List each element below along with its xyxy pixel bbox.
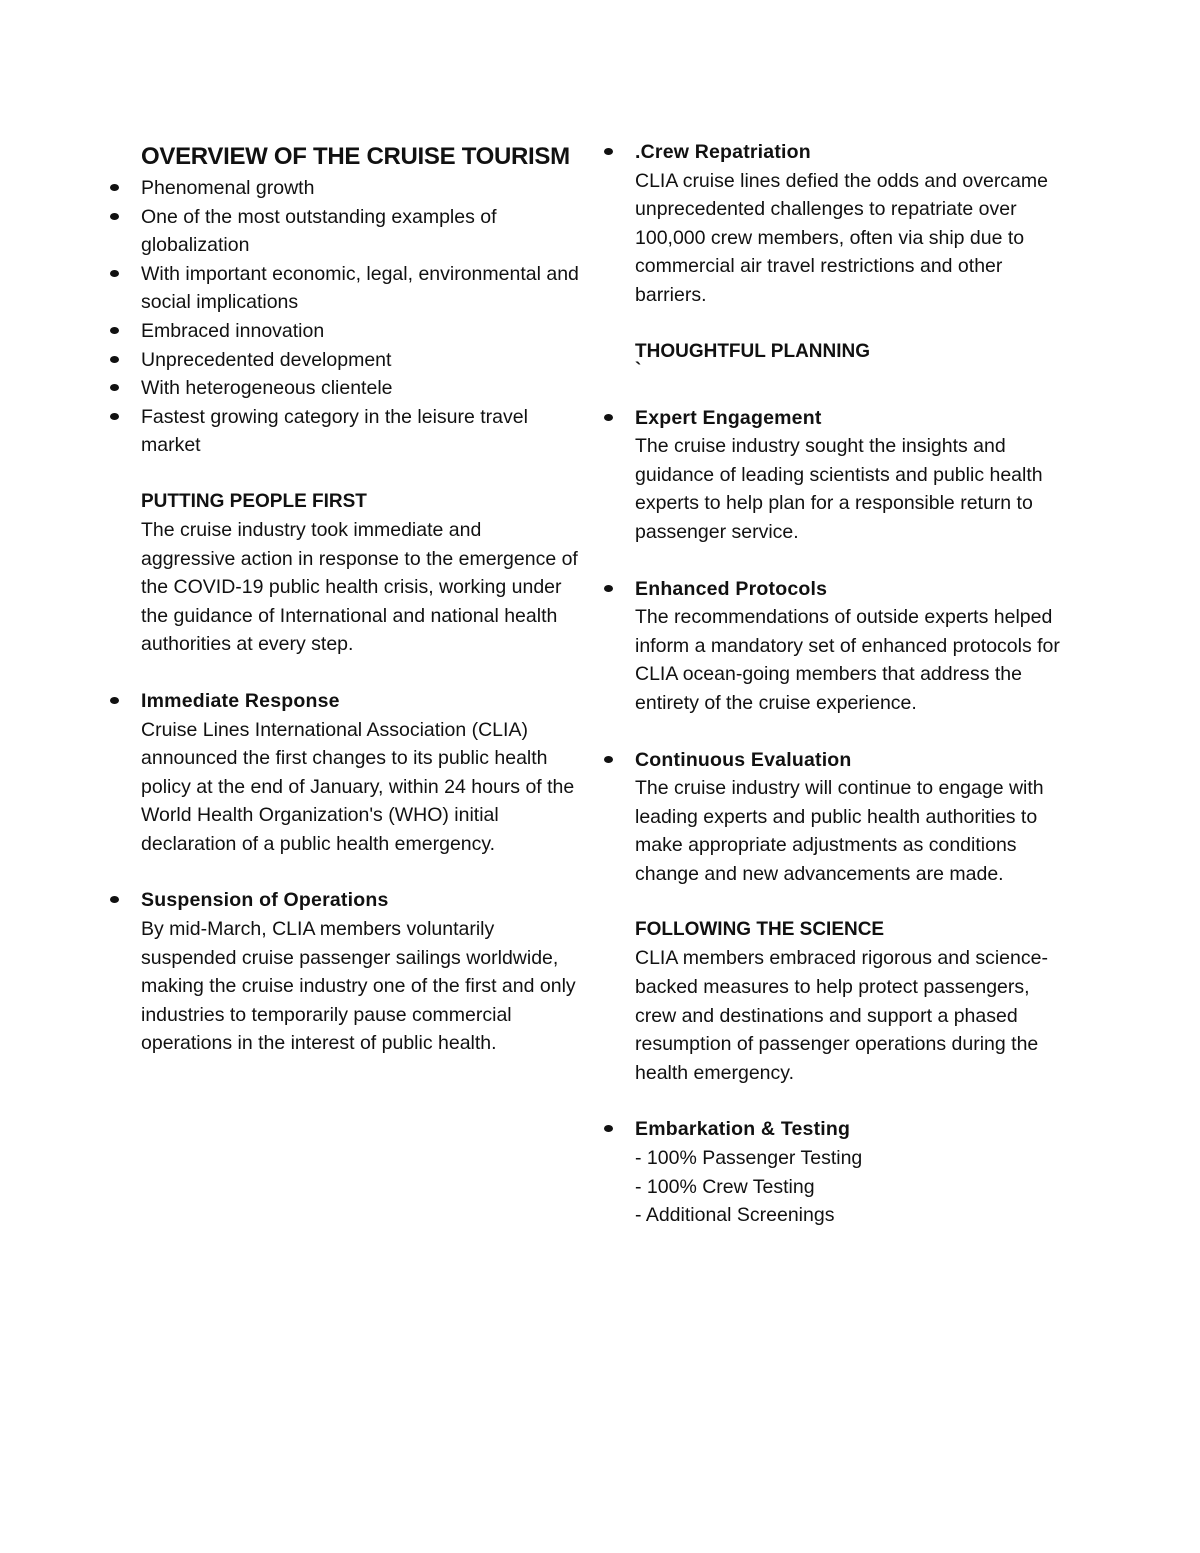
item-line: - 100% Crew Testing [635, 1175, 815, 1198]
right-column [635, 138, 1075, 1230]
list-item: Embraced innovation [71, 317, 581, 346]
list-item-crew-repatriation [565, 138, 1075, 310]
item-line: - 100% Passenger Testing [635, 1147, 863, 1170]
section-heading-following-the-science: FOLLOWING THE SCIENCE [635, 919, 885, 941]
list-item: Unprecedented development [71, 346, 581, 375]
spacer [565, 718, 1075, 746]
overview-list [71, 174, 581, 460]
left-column [141, 140, 581, 1058]
item-body: The cruise industry sought the insights and guidance of leading scientists and public health experts to help plan for a responsible return to passenger service. [635, 435, 1043, 543]
crew-list [565, 138, 1075, 310]
science-intro: CLIA members embraced rigorous and science-backed measures to help protect passengers, crew and destinations and support a phased resumption of passenger operations during the health emergency. [635, 947, 1048, 1084]
list-item-suspension-of-operations [71, 886, 581, 1058]
item-body: The recommendations of outside experts helped inform a mandatory set of enhanced protocols for CLIA ocean-going members that address the entirety of the cruise experience. [635, 606, 1060, 714]
spacer [565, 547, 1075, 575]
item-body: The cruise industry will continue to engage with leading experts and public health authorities to make appropriate adjustments as conditions change and new advancements are made. [635, 777, 1044, 885]
list-item-immediate-response [71, 687, 581, 859]
people-first-list [71, 687, 581, 1058]
list-item: Phenomenal growth [71, 174, 581, 203]
planning-list [565, 404, 1075, 889]
section-heading-thoughtful-planning: THOUGHTFUL PLANNING [635, 340, 871, 362]
list-item-embarkation-testing [565, 1115, 1075, 1229]
spacer [71, 858, 581, 886]
item-body: CLIA cruise lines defied the odds and overcame unprecedented challenges to repatriate over 100,000 crew members, often via ship due to commercial air travel restrictions and other barriers. [635, 169, 1048, 306]
item-line: - Additional Screenings [635, 1204, 835, 1227]
list-item: Fastest growing category in the leisure travel market [71, 403, 581, 460]
list-item: With important economic, legal, environmental and social implications [71, 260, 581, 317]
list-item-enhanced-protocols [565, 575, 1075, 718]
item-body: By mid-March, CLIA members voluntarily suspended cruise passenger sailings worldwide, making the cruise industry one of the first and only industries to temporarily pause commercial operations in the interest of public health. [141, 918, 576, 1055]
page-title: OVERVIEW OF THE CRUISE TOURISM [141, 143, 570, 170]
list-item-expert-engagement [565, 404, 1075, 547]
section-heading-people-first: PUTTING PEOPLE FIRST [141, 490, 367, 512]
item-title: .Crew Repatriation [635, 141, 811, 163]
people-first-intro: The cruise industry took immediate and aggressive action in response to the emergence of the COVID-19 public health crisis, working under the guidance of International and national health authorities at every step. [141, 518, 578, 656]
list-item: One of the most outstanding examples of globalization [71, 203, 581, 260]
item-title: Immediate Response [141, 689, 340, 712]
list-item-continuous-evaluation [565, 746, 1075, 889]
item-title: Enhanced Protocols [635, 577, 828, 600]
item-body: Cruise Lines International Association (CLIA) announced the first changes to its public health policy at the end of January, within 24 hours of the World Health Organization's (WHO) initial declaration of a public health emergency. [141, 718, 575, 855]
item-title: Suspension of Operations [141, 889, 389, 912]
list-item: With heterogeneous clientele [71, 374, 581, 403]
item-title: Expert Engagement [635, 406, 822, 429]
science-list [565, 1115, 1075, 1229]
stray-mark: ` [635, 359, 642, 381]
item-title: Continuous Evaluation [635, 748, 852, 771]
item-title: Embarkation & Testing [635, 1118, 851, 1141]
